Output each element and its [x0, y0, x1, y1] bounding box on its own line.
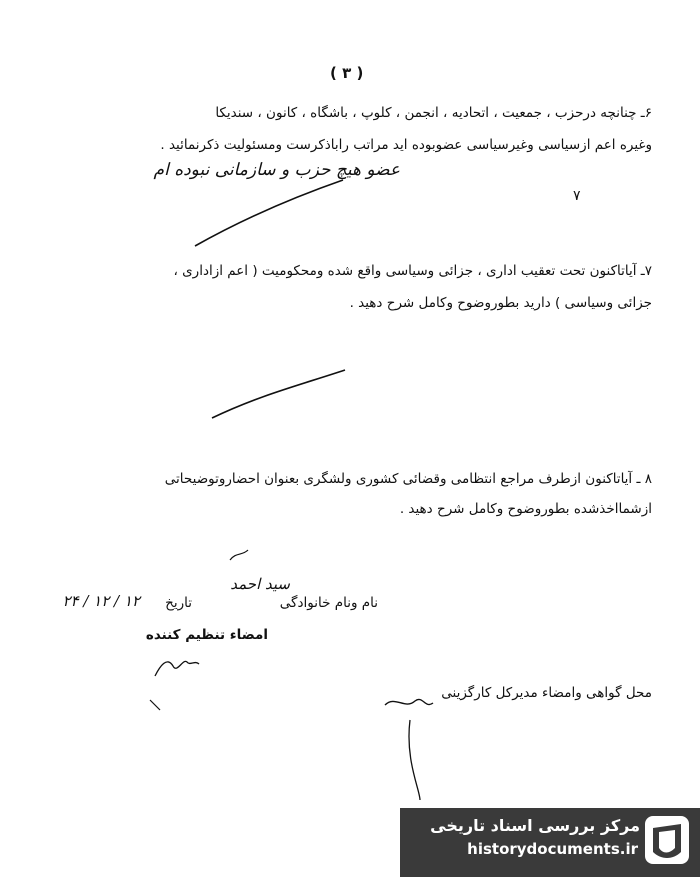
question-7-line-2: جزائی وسیاسی ) دارید بطوروضوح وکامل شرح دهید . [349, 295, 652, 311]
question-8-line-1: ۸ ـ آیاتاکنون ازطرف مراجع انتظامی وقضائی کشوری ولشگری بعنوان احضاروتوضیحاتی [164, 471, 652, 487]
watermark-title: مرکز بررسی اسناد تاریخی [430, 816, 640, 835]
question-6-handwritten-answer: عضو هیچ حزب و سازمانی نبوده ام [153, 160, 400, 180]
signer-signature [155, 661, 199, 676]
cancel-stroke-q6 [195, 180, 343, 246]
date-value: ۲۴ / ۱۲ / ۱۲ [62, 592, 140, 610]
name-signature-flourish [230, 550, 248, 560]
signer-signature-tick [150, 700, 160, 710]
director-signature-tail [409, 720, 420, 800]
page-number: ( ۳ ) [330, 64, 364, 82]
question-7-line-1: ۷ـ آیاتاکنون تحت تعقیب اداری ، جزائی وسیاسی واقع شده ومحکومیت ( اعم ازاداری ، [173, 263, 652, 279]
witness-label: محل گواهی وامضاء مدیرکل کارگزینی [441, 685, 652, 701]
watermark-url: historydocuments.ir [467, 840, 638, 858]
name-label: نام ونام خانوادگی [279, 595, 378, 611]
director-signature [385, 699, 433, 705]
cancel-stroke-q7 [212, 370, 345, 418]
name-value: سید احمد [230, 575, 290, 593]
date-label: تاریخ [165, 595, 192, 611]
signer-label: امضاء تنظیم کننده [145, 627, 268, 643]
question-8-line-2: ازشمااخذشده بطوروضوح وکامل شرح دهید . [399, 501, 652, 517]
watermark-logo-icon [643, 812, 691, 868]
stray-number-7: ۷ [573, 188, 581, 204]
question-6-line-2: وغیره اعم ازسیاسی وغیرسیاسی عضوبوده اید مراتب راباذکرست ومسئولیت ذکرنمائید . [160, 137, 652, 153]
question-6-line-1: ۶ـ چنانچه درحزب ، جمعیت ، اتحادیه ، انجمن ، کلوپ ، باشگاه ، کانون ، سندیکا [215, 105, 652, 121]
